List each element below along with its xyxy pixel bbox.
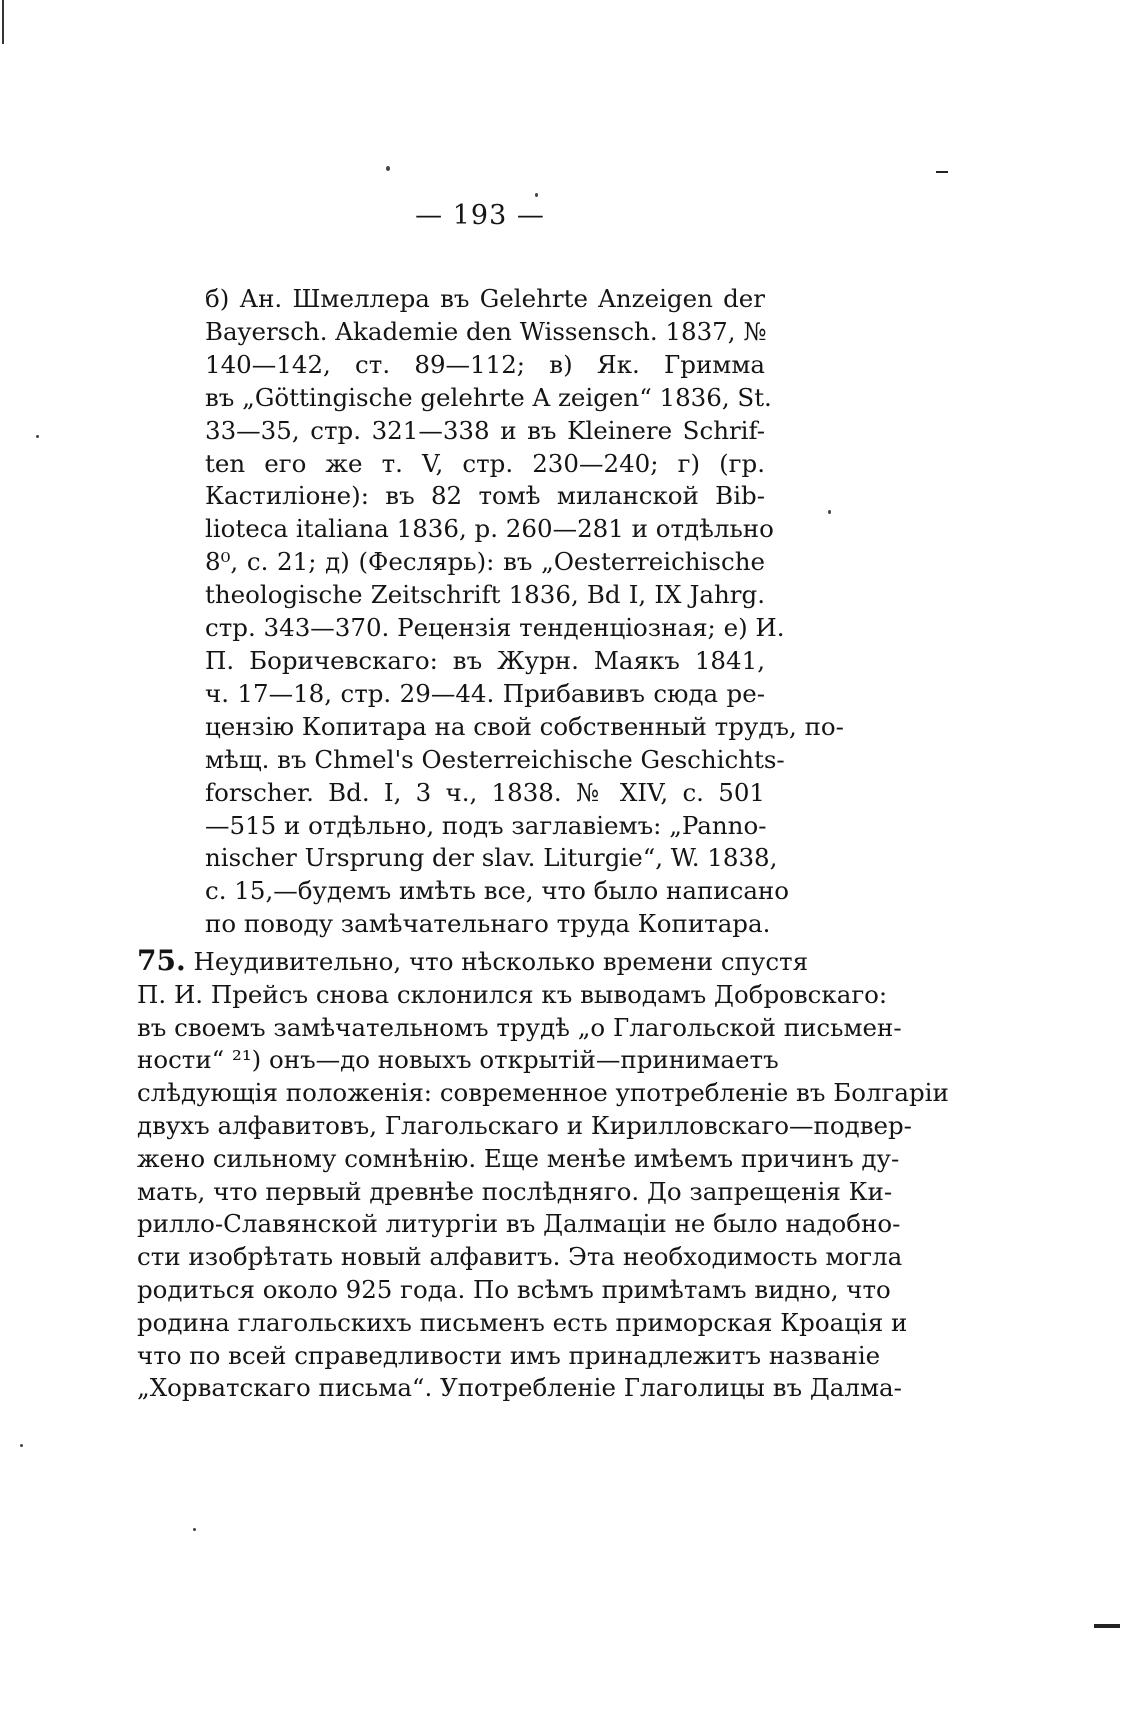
footnote-line: б) Ан. Шмеллера въ Gelehrte Anzeigen der (205, 284, 765, 313)
paragraph-line: въ своемъ замѣчательномъ трудѣ „о Глагольской письмен- (137, 1012, 902, 1042)
paragraph-line: ности“ ²¹) онъ—до новыхъ открытій—принимаетъ (137, 1045, 779, 1075)
footnote-line: Bayersch. Akademie den Wissensch. 1837, № (205, 316, 767, 346)
footnote-line: стр. 343—370. Рецензія тенденціозная; е) И. (205, 613, 785, 643)
footnote-line: ten его же т. V, стр. 230—240; г) (гр. (205, 448, 765, 478)
footnote-line: 140—142, ст. 89—112; в) Як. Гримма (205, 349, 765, 379)
footnote-line: nischer Ursprung der slav. Liturgie“, W. 1838, (205, 843, 778, 873)
paragraph-first-line-text: Неудивительно, что нѣсколько времени спустя (193, 947, 809, 976)
footnote-line: —515 и отдѣльно, подъ заглавіемъ: „Panno- (205, 810, 767, 840)
footnote-block (205, 283, 844, 941)
footnote-line: с. 15,—будемъ имѣть все, что было написано (205, 876, 790, 906)
paragraph-number: 75. (137, 944, 186, 977)
footnote-line: по поводу замѣчательнаго труда Копитара. (205, 909, 771, 939)
paragraph-line: слѣдующія положенія: современное употребленіе въ Болгаріи (137, 1078, 949, 1108)
paragraph-line: жено сильному сомнѣнію. Еще менѣе имѣемъ причинъ ду- (137, 1143, 900, 1173)
page-edge-mark (2, 0, 4, 44)
page-number: — 193 — (415, 200, 545, 231)
paragraph-line: родина глагольскихъ письменъ есть приморская Кроація и (137, 1307, 908, 1337)
paragraph-first-line (137, 944, 809, 979)
footnote-line: theologische Zeitschrift 1836, Bd I, IX Jahrg. (205, 580, 765, 610)
paragraph-line: мать, что первый древнѣе послѣдняго. До запрещенія Ки- (137, 1176, 893, 1206)
scan-speck (36, 435, 39, 438)
scan-speck (1094, 1624, 1120, 1628)
paragraph-line: сти изобрѣтать новый алфавитъ. Эта необходимость могла (137, 1242, 903, 1272)
footnote-line: forscher. Bd. I, 3 ч., 1838. № XIV, с. 501 (205, 777, 765, 807)
footnote-line: цензію Копитара на свой собственный трудъ, по- (205, 711, 844, 741)
scan-speck (386, 166, 390, 171)
paragraph-line: двухъ алфавитовъ, Глагольскаго и Кирилловскаго—подвер- (137, 1110, 912, 1140)
footnote-line: П. Боричевскаго: въ Журн. Маякъ 1841, (205, 645, 765, 675)
scan-speck (828, 510, 831, 514)
footnote-line: мѣщ. въ Chmel's Oesterreichische Geschichts- (205, 744, 785, 774)
scan-speck (535, 193, 538, 197)
footnote-line: 33—35, стр. 321—338 и въ Kleinere Schrif- (205, 415, 765, 445)
footnote-line: lioteca italiana 1836, p. 260—281 и отдѣльно (205, 514, 774, 544)
paragraph-line: „Хорватскаго письма“. Употребленіе Глаголицы въ Далма- (137, 1373, 902, 1403)
footnote-line: Кастиліоне): въ 82 томѣ миланской Bib- (205, 481, 765, 511)
scan-speck (20, 1444, 23, 1447)
paragraph-line: рилло-Славянской литургіи въ Далмаціи не было надобно- (137, 1209, 901, 1239)
footnote-line: 8⁰, с. 21; д) (Феслярь): въ „Oesterreichische (205, 547, 765, 577)
paragraph-line: родиться около 925 года. По всѣмъ примѣтамъ видно, что (137, 1274, 891, 1304)
paragraph-line: что по всей справедливости имъ принадлежитъ названіе (137, 1340, 881, 1370)
footnote-line: ч. 17—18, стр. 29—44. Прибавивъ сюда ре- (205, 678, 765, 708)
paragraph-line: П. И. Прейсъ снова склонился къ выводамъ Добровскаго: (137, 979, 888, 1009)
scan-speck (193, 1528, 196, 1531)
scan-speck (936, 171, 948, 173)
footnote-line: въ „Göttingische gelehrte A zeigen“ 1836, St. (205, 382, 772, 412)
paragraph-75 (137, 944, 949, 1405)
